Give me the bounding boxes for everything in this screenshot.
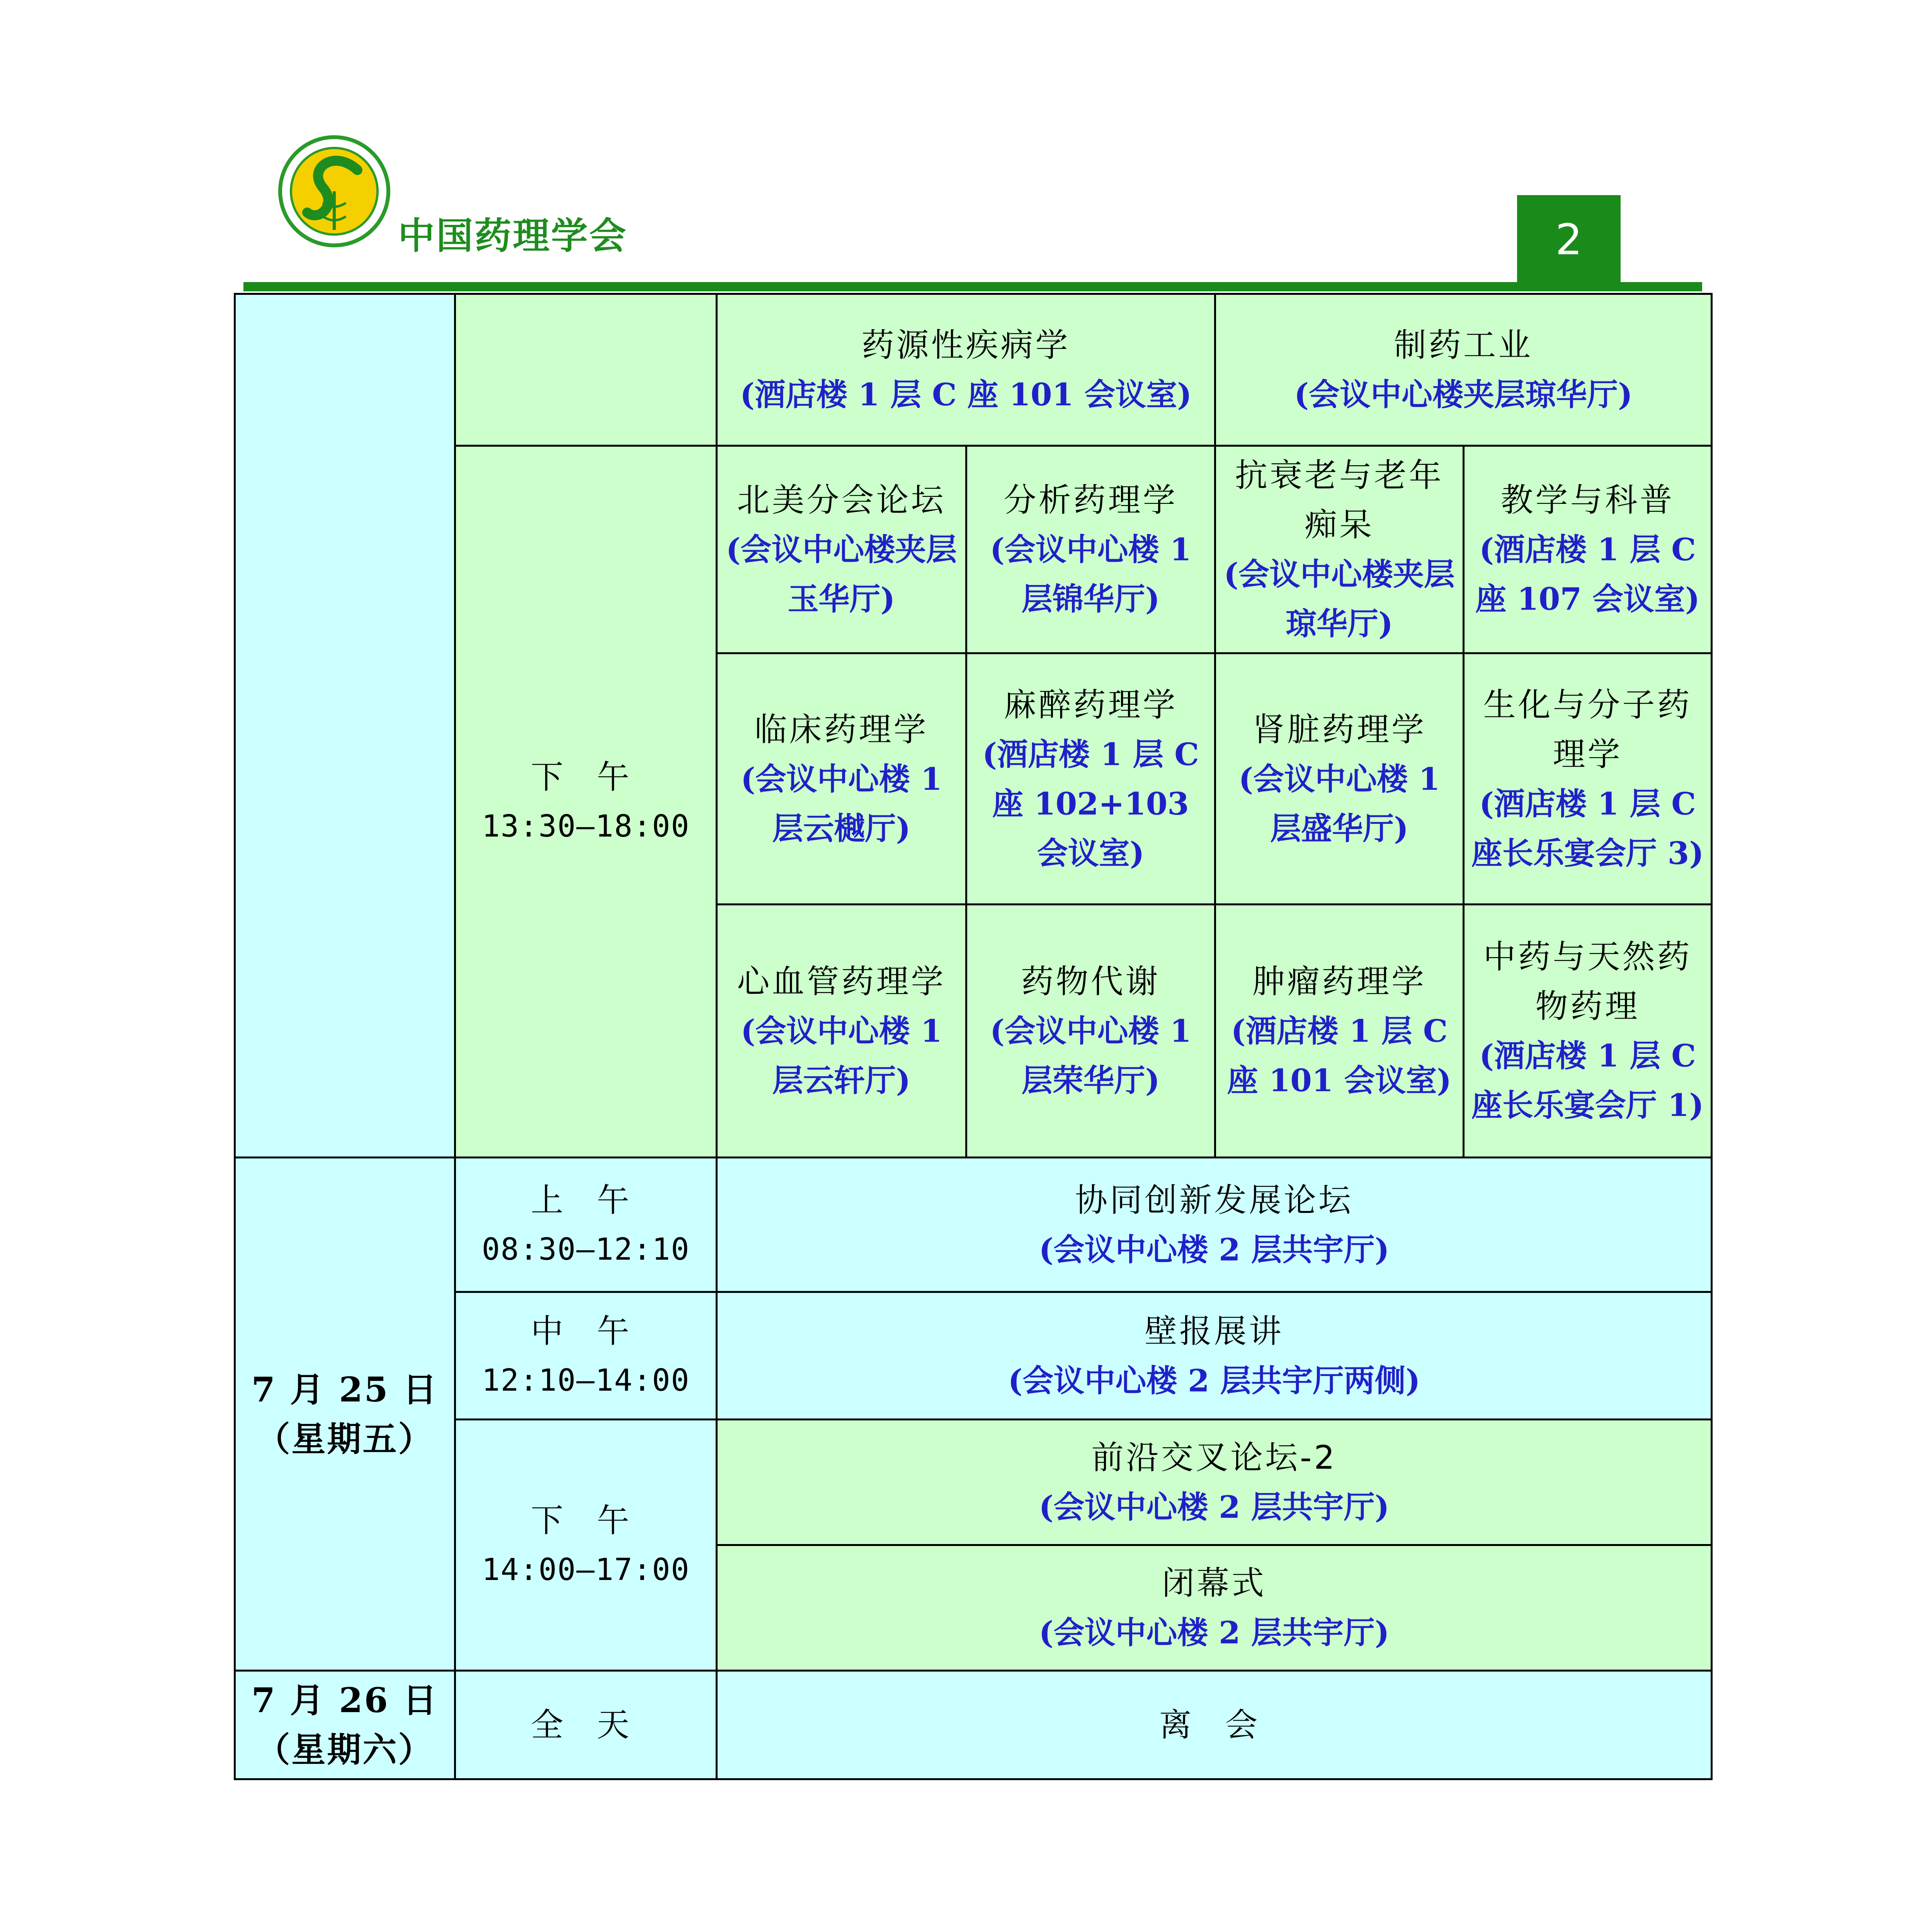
schedule-table (234, 293, 1713, 1780)
period-label: 下 午 (531, 1501, 641, 1539)
session-venue: (会议中心楼 2 层共宇厅) (1039, 1231, 1390, 1268)
session-cell (1215, 905, 1464, 1158)
session-title: 闭幕式 (1162, 1564, 1267, 1602)
session-cell (717, 905, 966, 1158)
session-title: 协同创新发展论坛 (1075, 1181, 1354, 1219)
day-cell (235, 1158, 455, 1671)
header-divider (243, 282, 1702, 291)
session-venue: (会议中心楼夹层琼华厅) (1294, 376, 1633, 413)
session-cell (717, 1420, 1712, 1545)
session-cell (717, 294, 1215, 446)
session-title: 分析药理学 (1004, 481, 1178, 519)
session-title: 教学与科普 (1500, 481, 1675, 519)
period-cell (455, 1158, 717, 1292)
session-venue: (酒店楼 1 层 C 座 107 会议室) (1475, 531, 1700, 617)
period-cell-empty (455, 294, 717, 446)
period-label: 下 午 (531, 758, 641, 796)
session-venue: (会议中心楼 1 层云轩厅) (740, 1013, 942, 1099)
session-title: 中药与天然药物药理 (1483, 938, 1692, 1025)
day-weekday: （星期五） (256, 1418, 434, 1459)
session-cell (717, 1671, 1712, 1779)
period-time: 12:10—14:00 (481, 1363, 690, 1398)
session-cell (717, 653, 966, 905)
session-cell (717, 1545, 1712, 1671)
period-label: 上 午 (531, 1181, 641, 1219)
period-cell (455, 1420, 717, 1671)
session-cell (717, 1292, 1712, 1420)
session-title: 壁报展讲 (1145, 1312, 1284, 1350)
session-title: 生化与分子药理学 (1483, 685, 1692, 773)
day-date: 7 月 26 日 (251, 1680, 439, 1720)
day-cell-continued (235, 294, 455, 1158)
period-label: 中 午 (531, 1312, 641, 1350)
day-date: 7 月 25 日 (251, 1369, 439, 1410)
session-title: 制药工业 (1394, 326, 1533, 364)
day-weekday: （星期六） (256, 1730, 434, 1770)
session-venue: (会议中心楼 2 层共宇厅) (1039, 1614, 1390, 1651)
session-title: 麻醉药理学 (1004, 685, 1178, 724)
session-cell (1464, 446, 1712, 653)
session-cell (966, 446, 1215, 653)
session-title: 抗衰老与老年痴呆 (1235, 456, 1444, 544)
session-title: 心血管药理学 (737, 963, 946, 1000)
period-time: 13:30—18:00 (481, 809, 690, 844)
session-cell (966, 653, 1215, 905)
session-title: 肿瘤药理学 (1252, 963, 1427, 1000)
session-cell (1464, 653, 1712, 905)
session-venue: (会议中心楼 1 层荣华厅) (990, 1013, 1192, 1099)
period-cell (455, 1671, 717, 1779)
session-title: 药源性疾病学 (861, 326, 1070, 364)
session-cell (1215, 653, 1464, 905)
period-time: 14:00—17:00 (481, 1552, 690, 1587)
society-logo-icon (276, 133, 392, 249)
period-cell (455, 446, 717, 1158)
session-title: 临床药理学 (754, 710, 929, 748)
session-venue: (酒店楼 1 层 C 座 101 会议室) (740, 376, 1192, 413)
session-venue: (酒店楼 1 层 C 座 102+103 会议室) (982, 736, 1199, 871)
session-venue: (会议中心楼 2 层共宇厅) (1039, 1489, 1390, 1525)
session-venue: (酒店楼 1 层 C 座长乐宴会厅 1) (1471, 1037, 1704, 1123)
session-venue: (会议中心楼 1 层锦华厅) (990, 531, 1192, 617)
session-venue: (会议中心楼夹层琼华厅) (1224, 556, 1455, 642)
period-time: 08:30—12:10 (481, 1232, 690, 1267)
page-number-badge: 2 (1517, 195, 1621, 284)
session-venue: (酒店楼 1 层 C 座长乐宴会厅 3) (1471, 785, 1704, 871)
session-cell (1215, 446, 1464, 653)
session-cell (717, 1158, 1712, 1292)
session-venue: (会议中心楼 1 层云樾厅) (740, 760, 942, 847)
session-venue: (酒店楼 1 层 C 座 101 会议室) (1227, 1013, 1452, 1099)
period-cell (455, 1292, 717, 1420)
session-title: 肾脏药理学 (1252, 710, 1427, 748)
session-title: 前沿交叉论坛-2 (1091, 1439, 1337, 1476)
session-title: 离 会 (1159, 1706, 1269, 1744)
session-venue: (会议中心楼夹层玉华厅) (726, 531, 957, 617)
period-label: 全 天 (531, 1706, 641, 1744)
session-title: 北美分会论坛 (737, 481, 946, 519)
session-cell (1215, 294, 1712, 446)
session-title: 药物代谢 (1021, 963, 1160, 1000)
session-cell (966, 905, 1215, 1158)
session-venue: (会议中心楼 1 层盛华厅) (1238, 760, 1440, 847)
session-venue: (会议中心楼 2 层共宇厅两侧) (1008, 1362, 1420, 1399)
session-cell (717, 446, 966, 653)
day-cell (235, 1671, 455, 1779)
session-cell (1464, 905, 1712, 1158)
org-name: 中国药理学会 (398, 215, 628, 257)
